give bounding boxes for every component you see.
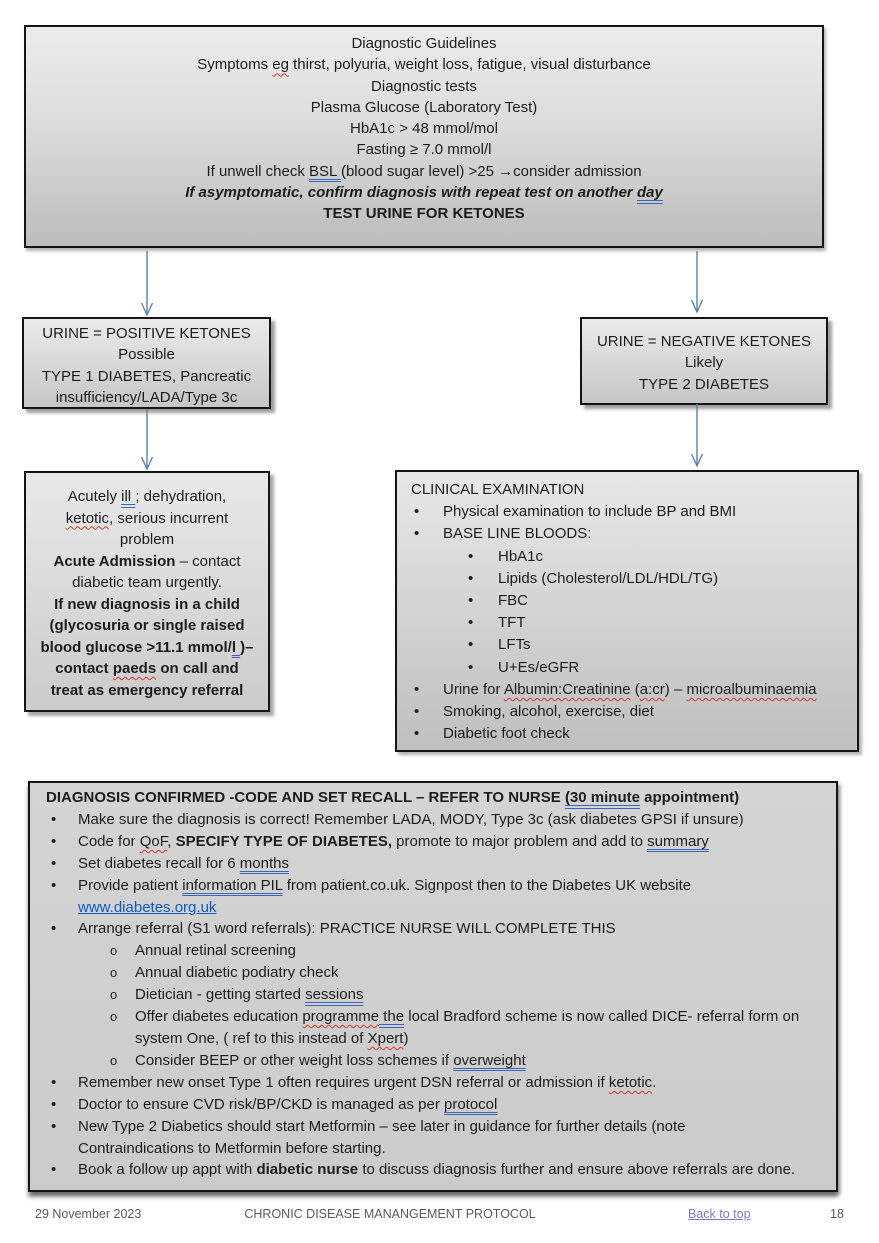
text-line: [28, 387, 265, 408]
text-segment: Consider BEEP or other weight loss schemes if: [135, 1051, 454, 1069]
text-segment: Set diabetes recall for 6: [78, 854, 240, 872]
text-segment: on call and: [156, 660, 239, 677]
text-line: [38, 831, 828, 853]
text-segment: Albumin:Creatinine: [503, 680, 631, 698]
text-segment: URINE = POSITIVE KETONES: [42, 325, 251, 342]
text-line: [38, 1116, 828, 1138]
text-segment: promote to major problem and add to: [392, 832, 648, 850]
text-segment: URINE = NEGATIVE KETONES: [596, 333, 812, 350]
text-line: [36, 161, 812, 182]
text-segment: system One, ( ref to this instead of: [135, 1029, 368, 1047]
text-segment: FBC: [498, 592, 528, 610]
text-segment: – contact: [175, 552, 241, 570]
text-segment: TFT: [498, 614, 526, 632]
text-segment: SPECIFY TYPE OF DIABETES,: [175, 832, 392, 850]
text-segment: U+Es/eGFR: [498, 658, 580, 676]
text-segment: ; dehydration,: [135, 488, 227, 505]
text-line: [36, 76, 812, 97]
text-line: [28, 366, 265, 387]
text-segment: ) –: [664, 680, 687, 698]
urine-negative-ketones-box: [580, 317, 828, 405]
text-line: [38, 918, 828, 940]
text-segment: information PIL: [182, 876, 283, 894]
text-line: [28, 658, 266, 680]
text-segment: local Bradford scheme is now called DICE- referral form on: [404, 1008, 800, 1026]
text-segment: Possible: [118, 346, 175, 364]
text-line: [36, 33, 812, 54]
text-segment: ill: [121, 488, 136, 505]
connector-arrow-top-left: [140, 251, 154, 322]
text-segment: ketotic: [65, 509, 110, 527]
text-segment: Annual diabetic podiatry check: [135, 964, 339, 982]
text-line: [403, 501, 851, 523]
text-segment: ketotic: [608, 1073, 653, 1091]
text-segment: TEST URINE FOR KETONES: [323, 205, 525, 223]
text-segment: CLINICAL EXAMINATION: [411, 481, 585, 498]
diabetes-uk-link[interactable]: www.diabetes.org.uk: [78, 898, 217, 916]
text-segment: (glycosuria or single raised: [49, 617, 245, 634]
acute-admission-box: [24, 471, 270, 712]
text-segment: BASE LINE BLOODS:: [443, 525, 592, 543]
clinical-examination-box: [395, 470, 859, 752]
text-segment: insufficiency/LADA/Type 3c: [55, 388, 238, 406]
text-segment: Plasma Glucose (Laboratory Test): [310, 98, 538, 116]
text-line: [403, 657, 851, 679]
urine-positive-ketones-box: [22, 317, 271, 409]
text-segment: ,: [167, 832, 176, 850]
text-line: [38, 1072, 828, 1094]
back-to-top-link[interactable]: Back to top: [688, 1207, 751, 1221]
text-line: [28, 323, 265, 344]
text-line: [586, 352, 822, 373]
text-segment: TYPE 1 DIABETES, Pancreatic: [41, 367, 252, 385]
text-line: [403, 634, 851, 656]
text-segment: Diagnostic tests: [371, 77, 477, 95]
text-segment: Annual retinal screening: [135, 942, 296, 960]
text-line: [38, 962, 828, 984]
text-segment: Urine for: [443, 680, 504, 698]
text-segment: QoF: [139, 832, 168, 850]
text-segment: Arrange referral (S1 word referrals): PRACTICE NURSE WILL COMPLETE THIS: [78, 920, 616, 938]
text-line: [586, 331, 822, 352]
text-segment: the: [379, 1008, 405, 1026]
text-segment: Provide patient: [78, 876, 183, 894]
text-segment: day: [636, 184, 663, 202]
text-segment: contact: [55, 660, 113, 677]
connector-arrow-top-right: [690, 251, 704, 319]
text-line: [38, 853, 828, 875]
text-segment: Fasting ≥ 7.0 mmol/l: [356, 141, 492, 159]
text-segment: If new diagnosis in a child: [54, 595, 240, 613]
text-segment: Remember new onset Type 1 often requires urgent DSN referral or admission if: [78, 1073, 609, 1091]
text-segment: Dietician - getting started: [135, 986, 306, 1004]
text-line: [36, 97, 812, 118]
text-segment: a:cr: [639, 680, 665, 698]
text-line: [38, 940, 828, 962]
text-line: [403, 612, 851, 634]
diagnosis-confirmed-box: [28, 781, 838, 1192]
text-segment: Make sure the diagnosis is correct! Remember LADA, MODY, Type 3c (ask diabetes GPSI if unsure): [78, 810, 744, 828]
text-line: [38, 1094, 828, 1116]
text-segment: HbA1c: [498, 547, 544, 565]
text-line: [38, 787, 828, 809]
text-line: [403, 590, 851, 612]
text-segment: BSL: [309, 162, 341, 180]
text-line: [586, 374, 822, 395]
text-segment: If unwell check: [206, 162, 309, 180]
text-segment: eg: [272, 56, 289, 74]
text-segment: TYPE 2 DIABETES: [638, 375, 770, 393]
text-segment: Diagnostic Guidelines: [351, 35, 497, 52]
text-segment: (30 minute: [564, 789, 640, 806]
text-segment: LFTs: [498, 636, 531, 654]
text-line: [403, 523, 851, 545]
text-segment: microalbuminaemia: [686, 680, 817, 698]
text-segment: Contraindications to Metformin before starting.: [78, 1139, 386, 1157]
text-segment: New Type 2 Diabetics should start Metformin – see later in guidance for further details (note: [78, 1117, 686, 1135]
text-segment: DIAGNOSIS CONFIRMED -CODE AND SET RECALL – REFER TO NURSE: [46, 789, 565, 806]
text-line: [28, 572, 266, 594]
text-line: [38, 897, 828, 919]
text-line: [403, 568, 851, 590]
text-segment: Smoking, alcohol, exercise, diet: [443, 703, 654, 721]
text-segment: (: [630, 680, 640, 698]
text-line: [38, 1050, 828, 1072]
text-segment: Acutely: [67, 488, 122, 505]
text-line: [36, 139, 812, 160]
footer-date: 29 November 2023: [35, 1207, 142, 1221]
text-line: [28, 551, 266, 573]
text-segment: If asymptomatic, confirm diagnosis with repeat test on another: [185, 184, 637, 202]
text-segment: to discuss diagnosis further and ensure above referrals are done.: [358, 1161, 796, 1179]
text-line: [36, 54, 812, 75]
text-segment: blood glucose >11.1 mmol/: [40, 638, 232, 656]
text-segment: problem: [119, 531, 175, 548]
text-segment: Likely: [684, 354, 724, 372]
text-line: [38, 1159, 828, 1181]
text-segment: , serious incurrent: [109, 509, 229, 527]
text-segment: thirst, polyuria, weight loss, fatigue, visual disturbance: [288, 56, 651, 74]
text-segment: Acute Admission: [53, 552, 176, 570]
text-line: [403, 723, 851, 745]
footer-title: CHRONIC DISEASE MANANGEMENT PROTOCOL: [244, 1207, 536, 1221]
text-segment: Symptoms: [197, 56, 273, 74]
text-line: [28, 680, 266, 702]
text-line: [36, 203, 812, 224]
text-line: [28, 594, 266, 616]
text-line: [403, 546, 851, 568]
text-line: [38, 875, 828, 897]
text-segment: programme: [302, 1008, 380, 1026]
text-line: [38, 984, 828, 1006]
text-segment: months: [239, 854, 289, 872]
text-segment: appointment): [639, 789, 740, 806]
text-line: [28, 637, 266, 659]
text-segment: Code for: [78, 832, 140, 850]
text-line: [28, 486, 266, 508]
text-segment: diabetic nurse: [256, 1161, 359, 1179]
text-segment: HbA1c > 48 mmol/mol: [350, 120, 498, 138]
text-segment: Xpert: [367, 1029, 404, 1047]
text-segment: Offer diabetes education: [135, 1008, 303, 1026]
text-line: [38, 1138, 828, 1160]
text-line: [403, 701, 851, 723]
text-segment: protocol: [443, 1095, 498, 1113]
text-segment: ): [403, 1029, 409, 1047]
text-segment: diabetic team urgently.: [72, 574, 222, 591]
text-line: [36, 118, 812, 139]
text-segment: .: [652, 1073, 657, 1091]
text-line: [28, 508, 266, 530]
text-line: [28, 344, 265, 365]
text-segment: paeds: [112, 660, 157, 677]
text-line: [403, 479, 851, 501]
text-line: [38, 809, 828, 831]
text-segment: )–: [240, 638, 254, 656]
text-segment: summary: [647, 832, 709, 850]
diagnostic-guidelines-box: [24, 25, 824, 248]
text-segment: Diabetic foot check: [443, 725, 570, 743]
text-segment: Physical examination to include BP and BMI: [443, 503, 737, 521]
text-segment: from patient.co.uk. Signpost then to the Diabetes UK website: [282, 876, 692, 894]
text-segment: Lipids (Cholesterol/LDL/HDL/TG): [498, 569, 719, 587]
page-number: 18: [830, 1207, 844, 1221]
text-line: [403, 679, 851, 701]
text-segment: sessions: [305, 986, 364, 1004]
text-line: [38, 1006, 828, 1028]
text-line: [38, 1028, 828, 1050]
connector-arrow-mid-right: [690, 404, 704, 473]
text-line: [36, 182, 812, 203]
text-segment: Doctor to ensure CVD risk/BP/CKD is managed as per: [78, 1095, 444, 1113]
connector-arrow-mid-left: [140, 409, 154, 476]
text-segment: (blood sugar level) >25 →consider admission: [340, 162, 642, 180]
text-line: [28, 615, 266, 637]
text-segment: l: [231, 638, 241, 656]
text-segment: treat as emergency referral: [50, 681, 244, 699]
text-segment: Book a follow up appt with: [78, 1161, 257, 1179]
text-segment: overweight: [453, 1051, 526, 1069]
footer: [0, 1204, 879, 1228]
text-line: [28, 529, 266, 551]
